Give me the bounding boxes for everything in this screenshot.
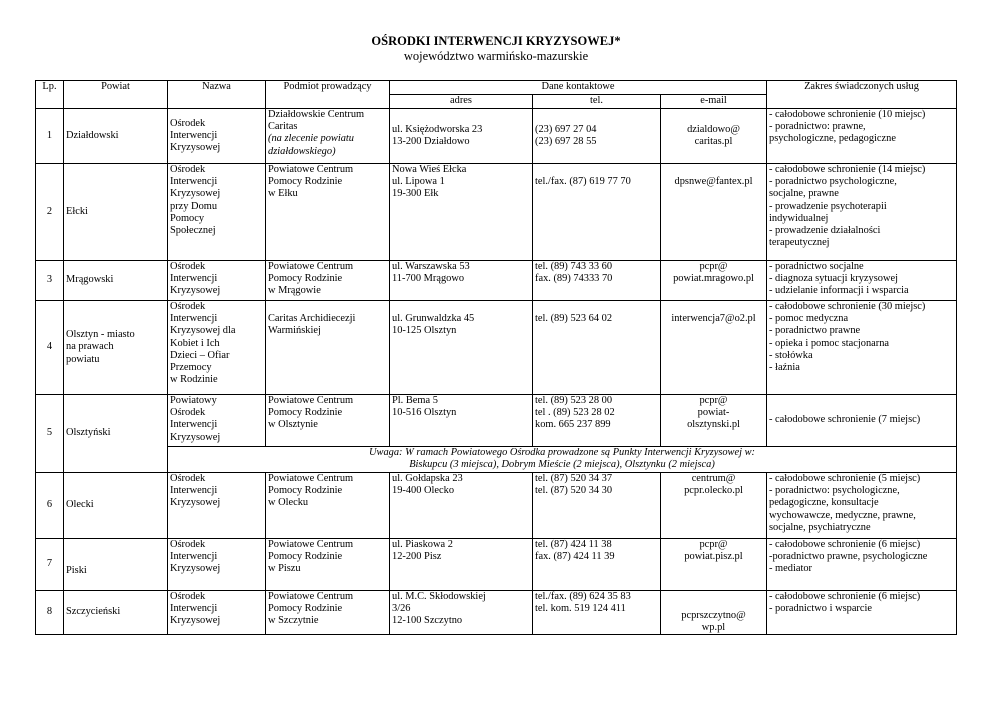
cell-adres: ul. Gołdapska 23 19-400 Olecko <box>390 473 533 539</box>
cell-powiat: Ełcki <box>64 164 168 261</box>
cell-email: pcprszczytno@ wp.pl <box>661 591 767 635</box>
cell-zakres: - całodobowe schronienie (30 miejsc) - pomoc medyczna - poradnictwo prawne - opieka i pomoc stacjonarna - stołówka - łaźnia <box>767 301 957 395</box>
cell-powiat: Mrągowski <box>64 261 168 301</box>
cell-lp: 7 <box>36 539 64 591</box>
cell-nazwa: Powiatowy Ośrodek Interwencji Kryzysowej <box>168 395 266 447</box>
cell-nazwa: Ośrodek Interwencji Kryzysowej <box>168 591 266 635</box>
cell-zakres: - całodobowe schronienie (5 miejsc) - poradnictwo: psychologiczne, pedagogiczne, konsultacje wychowawcze, medyczne, prawne, socjalne, psychiatryczne <box>767 473 957 539</box>
cell-nazwa: Ośrodek Interwencji Kryzysowej dla Kobiet i Ich Dzieci – Ofiar Przemocy w Rodzinie <box>168 301 266 395</box>
cell-powiat: Piski <box>64 539 168 591</box>
cell-email: dpsnwe@fantex.pl <box>661 164 767 261</box>
cell-powiat: Olsztyn - miasto na prawach powiatu <box>64 301 168 395</box>
podmiot-note: (na zlecenie powiatu działdowskiego) <box>268 133 354 157</box>
header-nazwa: Nazwa <box>168 81 266 109</box>
header-powiat: Powiat <box>64 81 168 109</box>
cell-zakres: - całodobowe schronienie (10 miejsc) - poradnictwo: prawne, psychologiczne, pedagogiczne <box>767 109 957 164</box>
header-tel: tel. <box>533 95 661 109</box>
cell-zakres: - poradnictwo socjalne - diagnoza sytuacji kryzysowej - udzielanie informacji i wsparcia <box>767 261 957 301</box>
cell-nazwa: Ośrodek Interwencji Kryzysowej przy Domu Pomocy Społecznej <box>168 164 266 261</box>
cell-powiat: Szczycieński <box>64 591 168 635</box>
cell-adres: Pl. Bema 5 10-516 Olsztyn <box>390 395 533 447</box>
cell-email: interwencja7@o2.pl <box>661 301 767 395</box>
cell-podmiot: Caritas Archidiecezji Warmińskiej <box>266 301 390 395</box>
cell-podmiot: Powiatowe Centrum Pomocy Rodzinie w Piszu <box>266 539 390 591</box>
cell-tel: (23) 697 27 04 (23) 697 28 55 <box>533 109 661 164</box>
cell-tel: tel./fax. (87) 619 77 70 <box>533 164 661 261</box>
table-row <box>36 261 957 301</box>
header-adres: adres <box>390 95 533 109</box>
cell-adres: ul. Grunwaldzka 45 10-125 Olsztyn <box>390 301 533 395</box>
cell-adres: ul. Warszawska 53 11-700 Mrągowo <box>390 261 533 301</box>
cell-powiat: Działdowski <box>64 109 168 164</box>
header-podmiot: Podmiot prowadzący <box>266 81 390 109</box>
cell-zakres: - całodobowe schronienie (6 miejsc) -poradnictwo prawne, psychologiczne - mediator <box>767 539 957 591</box>
cell-adres: ul. Księżodworska 23 13-200 Działdowo <box>390 109 533 164</box>
cell-zakres: - całodobowe schronienie (7 miejsc) <box>767 395 957 447</box>
cell-podmiot: Powiatowe Centrum Pomocy Rodzinie w Ełku <box>266 164 390 261</box>
cell-zakres: - całodobowe schronienie (6 miejsc) - poradnictwo i wsparcie <box>767 591 957 635</box>
header-dane-kontaktowe: Dane kontaktowe <box>390 81 767 95</box>
cell-lp: 8 <box>36 591 64 635</box>
document-subtitle: województwo warmińsko-mazurskie <box>403 49 589 63</box>
cell-lp: 5 <box>36 395 64 473</box>
cell-podmiot: Powiatowe Centrum Pomocy Rodzinie w Olecku <box>266 473 390 539</box>
table-row <box>36 395 957 447</box>
cell-tel: tel. (87) 424 11 38 fax. (87) 424 11 39 <box>533 539 661 591</box>
cell-email: pcpr@ powiat.pisz.pl <box>661 539 767 591</box>
cell-lp: 2 <box>36 164 64 261</box>
table-row <box>36 473 957 539</box>
podmiot-text: Działdowskie Centrum Caritas <box>268 109 365 133</box>
header-zakres: Zakres świadczonych usług <box>767 81 957 109</box>
document-title: OŚRODKI INTERWENCJI KRYZYSOWEJ* <box>371 34 621 48</box>
cell-podmiot: Powiatowe Centrum Pomocy Rodzinie w Szczytnie <box>266 591 390 635</box>
cell-adres: ul. M.C. Skłodowskiej 3/26 12-100 Szczytno <box>390 591 533 635</box>
cell-powiat: Olsztyński <box>64 395 168 473</box>
header-lp: Lp. <box>36 81 64 109</box>
table-row <box>36 164 957 261</box>
cell-adres: Nowa Wieś Ełcka ul. Lipowa 1 19-300 Ełk <box>390 164 533 261</box>
cell-zakres: - całodobowe schronienie (14 miejsc) - poradnictwo psychologiczne, socjalne, prawne - prowadzenie psychoterapii indywidualnej - prowadzenie działalności terapeutycznej <box>767 164 957 261</box>
cell-email: pcpr@ powiat.mragowo.pl <box>661 261 767 301</box>
cell-nazwa: Ośrodek Interwencji Kryzysowej <box>168 473 266 539</box>
cell-lp: 4 <box>36 301 64 395</box>
cell-nazwa: Ośrodek Interwencji Kryzysowej <box>168 539 266 591</box>
header-row <box>36 81 957 95</box>
cell-email: pcpr@ powiat- olsztynski.pl <box>661 395 767 447</box>
cell-tel: tel. (89) 743 33 60 fax. (89) 74333 70 <box>533 261 661 301</box>
cell-nazwa: Ośrodek Interwencji Kryzysowej <box>168 261 266 301</box>
cell-tel: tel. (89) 523 28 00 tel . (89) 523 28 02 kom. 665 237 899 <box>533 395 661 447</box>
table-row <box>36 109 957 164</box>
cell-tel: tel./fax. (89) 624 35 83 tel. kom. 519 124 411 <box>533 591 661 635</box>
cell-nazwa: Ośrodek Interwencji Kryzysowej <box>168 109 266 164</box>
cell-podmiot <box>266 109 390 164</box>
note-row <box>36 447 957 473</box>
cell-email: dzialdowo@ caritas.pl <box>661 109 767 164</box>
cell-adres: ul. Piaskowa 2 12-200 Pisz <box>390 539 533 591</box>
note-punkty-interwencji: Uwaga: W ramach Powiatowego Ośrodka prowadzone są Punkty Interwencji Kryzysowej w: Biskupcu (3 miejsca), Dobrym Mieście (2 miejsca), Olsztynku (2 miejsca) <box>168 447 957 473</box>
header-email: e-mail <box>661 95 767 109</box>
cell-powiat: Olecki <box>64 473 168 539</box>
cell-podmiot: Powiatowe Centrum Pomocy Rodzinie w Olsztynie <box>266 395 390 447</box>
centers-table <box>35 80 957 635</box>
cell-lp: 1 <box>36 109 64 164</box>
cell-email: centrum@ pcpr.olecko.pl <box>661 473 767 539</box>
cell-podmiot: Powiatowe Centrum Pomocy Rodzinie w Mrągowie <box>266 261 390 301</box>
cell-tel: tel. (87) 520 34 37 tel. (87) 520 34 30 <box>533 473 661 539</box>
table-row <box>36 301 957 395</box>
cell-tel: tel. (89) 523 64 02 <box>533 301 661 395</box>
cell-lp: 3 <box>36 261 64 301</box>
cell-lp: 6 <box>36 473 64 539</box>
table-row <box>36 539 957 591</box>
table-row <box>36 591 957 635</box>
